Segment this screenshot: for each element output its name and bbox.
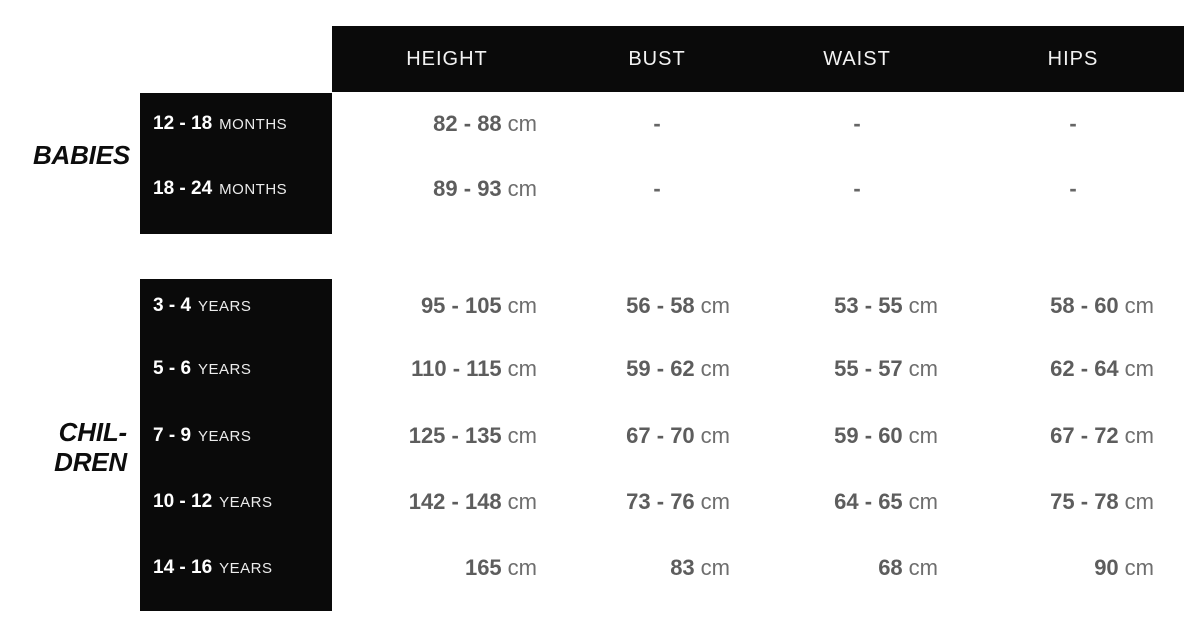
age-range: 14 - 16: [153, 557, 213, 578]
bust-value: 67 - 70 cm: [626, 423, 730, 448]
age-label: [140, 351, 332, 387]
group-label-children-line1: CHIL-: [58, 417, 127, 447]
age-range: 3 - 4: [153, 295, 192, 316]
waist-value: 68 cm: [878, 555, 938, 580]
bust-value-empty: -: [653, 111, 661, 136]
age-unit: YEARS: [219, 493, 273, 511]
age-range: 18 - 24: [153, 178, 213, 199]
table-row: [0, 484, 1200, 520]
waist-value: 64 - 65 cm: [834, 489, 938, 514]
hips-value: 62 - 64 cm: [1050, 356, 1154, 381]
bust-value: 56 - 58 cm: [626, 293, 730, 318]
age-unit: YEARS: [219, 559, 273, 577]
column-header-waist: WAIST: [823, 47, 891, 70]
hips-value-empty: -: [1069, 111, 1077, 136]
age-range: 7 - 9: [153, 425, 192, 446]
height-value: 142 - 148 cm: [408, 489, 537, 514]
column-header-hips: HIPS: [1047, 47, 1099, 70]
bust-value: 83 cm: [670, 555, 730, 580]
table-row: [0, 171, 1200, 207]
age-unit: YEARS: [198, 360, 252, 378]
waist-value-empty: -: [853, 176, 861, 201]
group-label-children-line2: DREN: [54, 447, 127, 477]
height-value: 110 - 115 cm: [411, 356, 537, 381]
height-value: 82 - 88 cm: [433, 111, 537, 136]
bust-value: 73 - 76 cm: [626, 489, 730, 514]
table-row: [0, 351, 1200, 387]
bust-value-empty: -: [653, 176, 661, 201]
age-unit: YEARS: [198, 427, 252, 445]
age-unit: MONTHS: [219, 115, 288, 133]
age-label: [140, 550, 332, 586]
age-unit: YEARS: [198, 297, 252, 315]
waist-value: 53 - 55 cm: [834, 293, 938, 318]
table-row: [0, 106, 1200, 142]
age-range: 5 - 6: [153, 358, 192, 379]
bust-value: 59 - 62 cm: [626, 356, 730, 381]
height-value: 95 - 105 cm: [420, 293, 537, 318]
hips-value: 58 - 60 cm: [1050, 293, 1154, 318]
hips-value: 90 cm: [1094, 555, 1154, 580]
age-label: [140, 484, 332, 520]
hips-value-empty: -: [1069, 176, 1077, 201]
group-label-babies-line: BABIES: [32, 140, 130, 170]
column-header-bust: BUST: [628, 47, 686, 70]
height-value: 165 cm: [464, 555, 537, 580]
table-row: [0, 288, 1200, 324]
table-row: [0, 550, 1200, 586]
age-label: [140, 288, 332, 324]
hips-value: 75 - 78 cm: [1050, 489, 1154, 514]
age-label: [140, 171, 332, 207]
table-row: [0, 418, 1200, 454]
age-unit: MONTHS: [219, 180, 288, 198]
waist-value: 55 - 57 cm: [834, 356, 938, 381]
height-value: 125 - 135 cm: [408, 423, 537, 448]
hips-value: 67 - 72 cm: [1050, 423, 1154, 448]
waist-value: 59 - 60 cm: [834, 423, 938, 448]
age-label: [140, 106, 332, 142]
age-label: [140, 418, 332, 454]
column-header-bar: [332, 26, 1184, 92]
height-value: 89 - 93 cm: [433, 176, 537, 201]
group-label-babies: [0, 141, 130, 169]
age-range: 10 - 12: [153, 491, 213, 512]
column-header-height: HEIGHT: [406, 47, 488, 70]
age-range: 12 - 18: [153, 113, 213, 134]
waist-value-empty: -: [853, 111, 861, 136]
